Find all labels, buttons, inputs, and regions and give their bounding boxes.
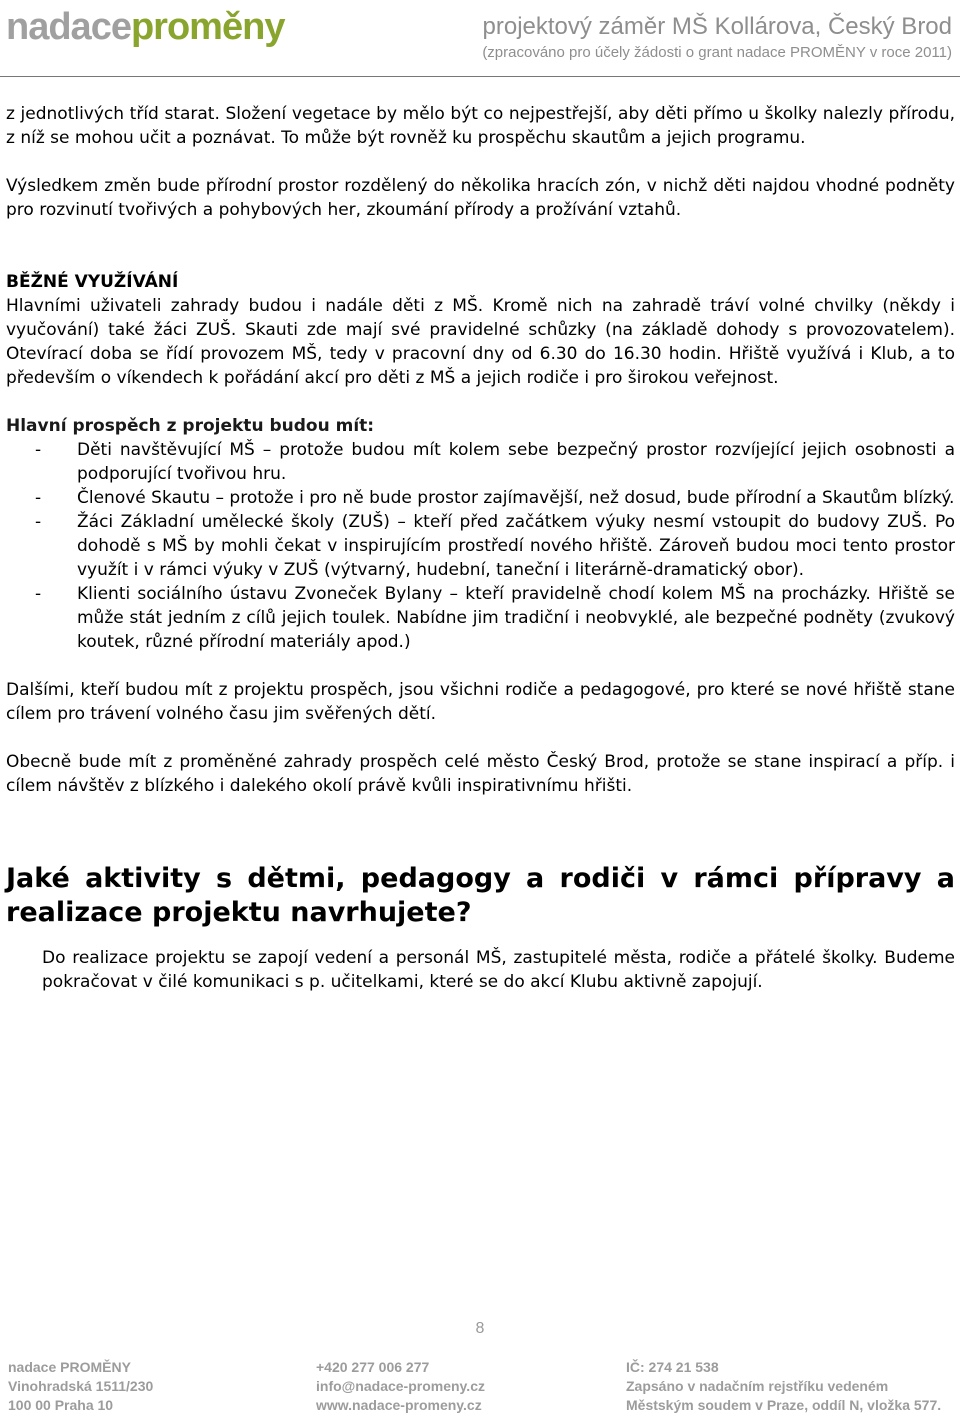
paragraph-usage: Hlavními uživateli zahrady budou i nadále děti z MŠ. Kromě nich na zahradě tráví volné chvilky (někdy i vyučování) také žáci ZUŠ. Skauti zde mají své pravidelné schůzky (na základě dohody s provozovatelem). Otevírací doba se řídí provozem MŠ, tedy v pracovní dny od 6.30 do 16.30 hodin. Hřiště využívá i Klub, a to především o víkendech k pořádání akcí pro děti z MŠ a jejich rodiče i pro širokou veřejnost. <box>6 296 955 388</box>
list-item-text: Žáci Základní umělecké školy (ZUŠ) – kteří před začátkem výuky nesmí vstoupit do budovy ZUŠ. Po dohodě s MŠ by mohli čekat v inspirujícím prostředí nového hřiště. Zároveň budou moci tento prostor využít i v rámci výuky v ZUŠ (výtvarný, hudební, taneční i literárně-dramatický obor). <box>77 512 955 580</box>
footer-website[interactable]: www.nadace-promeny.cz <box>316 1397 482 1413</box>
logo-text-nadace: nadace <box>6 6 131 48</box>
list-item <box>6 510 955 582</box>
footer-contact <box>316 1358 485 1415</box>
list-item-text: Klienti sociálního ústavu Zvoneček Bylany – kteří pravidelně chodí kolem MŠ na procházky. Hřiště se může stát jedním z cílů jejich toulek. Nabídne jim tradiční i neobvyklé, ale bezpečné podněty (zvukový koutek, různé přírodní materiály apod.) <box>77 584 955 652</box>
question-heading: Jaké aktivity s dětmi, pedagogy a rodiči v rámci přípravy a realizace projektu navrhujete? <box>6 863 955 928</box>
footer-line: nadace PROMĚNY <box>8 1359 131 1375</box>
footer-line: 100 00 Praha 10 <box>8 1397 114 1413</box>
nadace-promeny-logo <box>6 8 284 46</box>
document-body <box>6 102 955 994</box>
list-item <box>6 486 955 510</box>
footer-email[interactable]: info@nadace-promeny.cz <box>316 1378 485 1394</box>
header-divider <box>0 76 960 77</box>
list-item <box>6 582 955 654</box>
paragraph-parents: Dalšími, kteří budou mít z projektu prospěch, jsou všichni rodiče a pedagogové, pro které se nové hřiště stane cílem pro trávení volného času jim svěřených dětí. <box>6 680 955 724</box>
list-item <box>6 438 955 486</box>
footer-line: Městským soudem v Praze, oddíl N, vložka 577. <box>626 1397 942 1413</box>
page-number: 8 <box>475 1320 485 1337</box>
footer-line: Zapsáno v nadačním rejstříku vedeném <box>626 1378 889 1394</box>
logo-text-promeny: proměny <box>130 6 285 48</box>
paragraph-vegetation: z jednotlivých tříd starat. Složení vegetace by mělo být co nejpestřejší, aby děti přímo u školky nalezly přírodu, z níž se mohou učit a poznávat. To může být rovněž ku prospěchu skautům a jejich programu. <box>6 104 955 148</box>
benefits-list <box>6 438 955 654</box>
header-title: projektový záměr MŠ Kollárova, Český Brod <box>482 13 952 40</box>
benefits-heading: Hlavní prospěch z projektu budou mít: <box>6 416 375 436</box>
footer-line: Vinohradská 1511/230 <box>8 1378 154 1394</box>
footer-phone: +420 277 006 277 <box>316 1359 430 1375</box>
list-item-text: Děti navštěvující MŠ – protože budou mít kolem sebe bezpečný prostor rozvíjející jejich osobnosti a podporující tvořivou hru. <box>77 440 955 484</box>
footer-registration <box>626 1358 941 1415</box>
page-footer <box>0 1358 960 1419</box>
list-dash: - <box>35 584 42 604</box>
footer-line: IČ: 274 21 538 <box>626 1359 719 1375</box>
paragraph-city: Obecně bude mít z proměněné zahrady prospěch celé město Český Brod, protože se stane inspirací a příp. i cílem návštěv z blízkého i dalekého okolí právě kvůli inspirativnímu hřišti. <box>6 752 955 796</box>
paragraph-answer: Do realizace projektu se zapojí vedení a personál MŠ, zastupitelé města, rodiče a přátelé školky. Budeme pokračovat v čilé komunikaci s p. učitelkami, které se do akcí Klubu aktivně zapojují. <box>42 948 955 992</box>
list-dash: - <box>35 512 42 532</box>
section-heading-usage: BĚŽNÉ VYUŽÍVÁNÍ <box>6 272 179 292</box>
list-dash: - <box>35 488 42 508</box>
paragraph-results: Výsledkem změn bude přírodní prostor rozdělený do několika hracích zón, v nichž děti najdou vhodné podněty pro rozvinutí tvořivých a pohybových her, zkoumání přírody a prožívání vztahů. <box>6 176 955 220</box>
page-header <box>0 0 960 74</box>
list-item-text: Členové Skautu – protože i pro ně bude prostor zajímavější, než dosud, bude přírodní a Skautům blízký. <box>77 488 955 508</box>
header-subtitle: (zpracováno pro účely žádosti o grant nadace PROMĚNY v roce 2011) <box>482 44 952 61</box>
header-title-block <box>482 14 952 62</box>
footer-address <box>8 1358 153 1415</box>
list-dash: - <box>35 440 42 460</box>
